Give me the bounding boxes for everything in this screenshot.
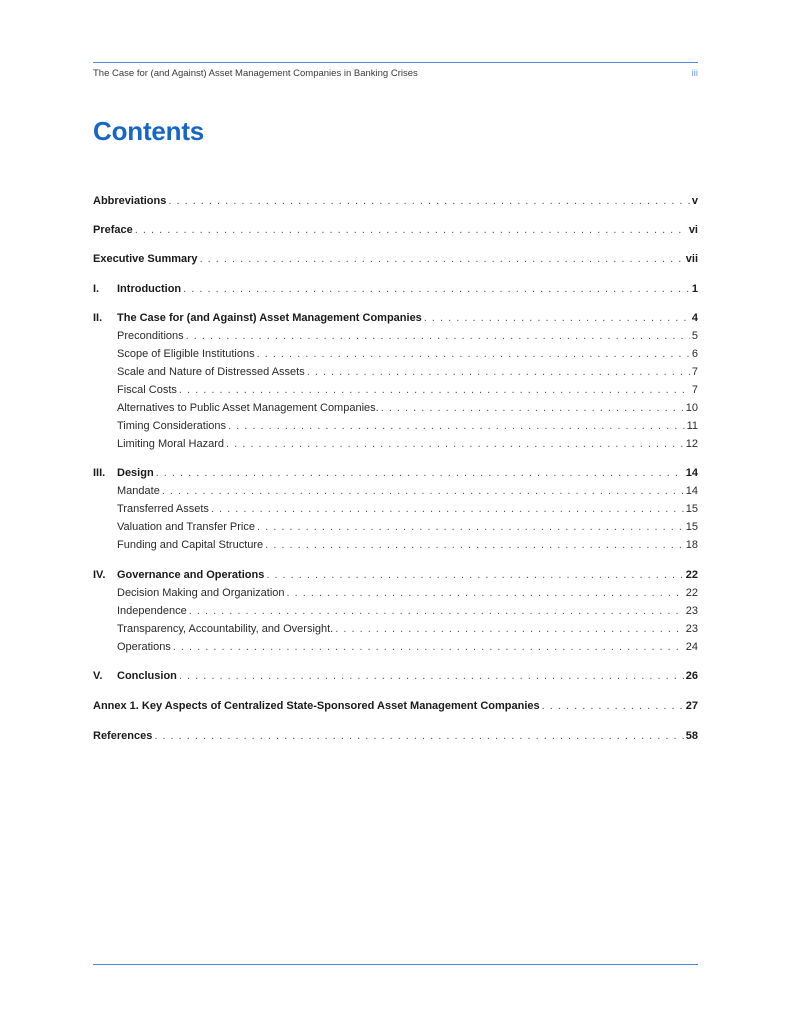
toc-entry-label: Timing Considerations xyxy=(117,420,227,432)
toc-entry-annex-1[interactable] xyxy=(93,698,698,714)
dot-leader xyxy=(189,603,684,619)
running-header-page-number: iii xyxy=(691,68,698,79)
dot-leader xyxy=(135,222,687,238)
toc-subentry-timing[interactable] xyxy=(117,418,698,434)
toc-entry-page: 18 xyxy=(685,539,698,551)
toc-subentry-funding[interactable] xyxy=(117,537,698,553)
toc-entry-label: Abbreviations xyxy=(93,195,167,207)
dot-leader xyxy=(168,193,690,209)
toc-entry-conclusion[interactable] xyxy=(93,668,698,684)
toc-entry-label: Decision Making and Organization xyxy=(117,587,285,599)
toc-entry-page: 27 xyxy=(685,700,698,712)
toc-entry-page: 15 xyxy=(685,521,698,533)
dot-leader xyxy=(424,310,690,326)
dot-leader xyxy=(200,251,684,267)
toc-entry-label: Executive Summary xyxy=(93,253,198,265)
toc-subentry-operations[interactable] xyxy=(117,639,698,655)
dot-leader xyxy=(287,585,684,601)
toc-entry-label: Transferred Assets xyxy=(117,503,209,515)
dot-leader xyxy=(265,537,684,553)
dot-leader xyxy=(226,436,684,452)
toc-subentry-scope[interactable] xyxy=(117,346,698,362)
toc-entry-number: II. xyxy=(93,312,103,324)
toc-entry-label: Funding and Capital Structure xyxy=(117,539,264,551)
toc-subentry-alternatives[interactable] xyxy=(117,400,698,416)
toc-entry-label: Valuation and Transfer Price xyxy=(117,521,255,533)
toc-entry-label: Design xyxy=(117,467,154,479)
toc-entry-page: 4 xyxy=(691,312,698,324)
toc-entry-page: vii xyxy=(685,253,698,265)
toc-entry-page: 15 xyxy=(685,503,698,515)
toc-entry-label: Independence xyxy=(117,605,187,617)
dot-leader xyxy=(266,567,683,583)
dot-leader xyxy=(257,519,684,535)
toc-subentry-valuation[interactable] xyxy=(117,519,698,535)
toc-subentry-preconditions[interactable] xyxy=(117,328,698,344)
toc-entry-page: 10 xyxy=(685,402,698,414)
toc-entry-references[interactable] xyxy=(93,728,698,744)
toc-entry-page: 14 xyxy=(685,485,698,497)
toc-entry-governance[interactable] xyxy=(93,567,698,583)
dot-leader xyxy=(211,501,684,517)
toc-entry-label: References xyxy=(93,730,153,742)
toc-subentry-moral-hazard[interactable] xyxy=(117,436,698,452)
toc-entry-label: Transparency, Accountability, and Oversight. xyxy=(117,623,334,635)
dot-leader xyxy=(381,400,684,416)
toc-subentry-transparency[interactable] xyxy=(117,621,698,637)
header-rule xyxy=(93,62,698,63)
toc-entry-label: Preconditions xyxy=(117,330,184,342)
toc-entry-number: V. xyxy=(93,670,103,682)
dot-leader xyxy=(154,728,683,744)
toc-entry-page: vi xyxy=(688,224,698,236)
dot-leader xyxy=(186,328,690,344)
toc-entry-preface[interactable] xyxy=(93,222,698,238)
toc-entry-page: 7 xyxy=(691,366,698,378)
dot-leader xyxy=(307,364,690,380)
toc-subentry-transferred-assets[interactable] xyxy=(117,501,698,517)
toc-entry-label: Conclusion xyxy=(117,670,177,682)
toc-entry-page: 23 xyxy=(685,605,698,617)
toc-entry-label: Mandate xyxy=(117,485,160,497)
toc-entry-label: Governance and Operations xyxy=(117,569,265,581)
toc-entry-label: The Case for (and Against) Asset Management Companies xyxy=(117,312,422,324)
dot-leader xyxy=(162,483,684,499)
toc-entry-label: Fiscal Costs xyxy=(117,384,177,396)
toc-entry-label: Scope of Eligible Institutions xyxy=(117,348,255,360)
toc-entry-page: 26 xyxy=(685,670,698,682)
toc-entry-abbreviations[interactable] xyxy=(93,193,698,209)
toc-entry-number: III. xyxy=(93,467,106,479)
running-header xyxy=(93,68,698,82)
toc-entry-design[interactable] xyxy=(93,465,698,481)
toc-entry-label: Alternatives to Public Asset Management Companies. xyxy=(117,402,379,414)
dot-leader xyxy=(335,621,684,637)
toc-subentry-decision-making[interactable] xyxy=(117,585,698,601)
toc-entry-page: 6 xyxy=(691,348,698,360)
dot-leader xyxy=(173,639,684,655)
toc-entry-label: Limiting Moral Hazard xyxy=(117,438,224,450)
dot-leader xyxy=(228,418,685,434)
toc-entry-page: 5 xyxy=(691,330,698,342)
toc-entry-page: 22 xyxy=(685,587,698,599)
toc-entry-introduction[interactable] xyxy=(93,281,698,297)
footer-rule xyxy=(93,964,698,965)
page-title: Contents xyxy=(93,116,205,146)
toc-subentry-scale[interactable] xyxy=(117,364,698,380)
dot-leader xyxy=(179,668,684,684)
toc-subentry-mandate[interactable] xyxy=(117,483,698,499)
toc-entry-page: 7 xyxy=(691,384,698,396)
toc-entry-page: 22 xyxy=(685,569,698,581)
toc-entry-label: Introduction xyxy=(117,283,182,295)
dot-leader xyxy=(183,281,690,297)
toc-entry-number: I. xyxy=(93,283,100,295)
dot-leader xyxy=(179,382,690,398)
toc-entry-case-for-against[interactable] xyxy=(93,310,698,326)
toc-entry-page: 23 xyxy=(685,623,698,635)
dot-leader xyxy=(156,465,684,481)
toc-entry-page: 1 xyxy=(691,283,698,295)
toc-subentry-fiscal-costs[interactable] xyxy=(117,382,698,398)
toc-entry-label: Preface xyxy=(93,224,133,236)
toc-entry-page: 11 xyxy=(686,420,698,432)
toc-entry-page: 24 xyxy=(685,641,698,653)
toc-entry-label: Operations xyxy=(117,641,171,653)
toc-entry-number: IV. xyxy=(93,569,106,581)
running-header-title: The Case for (and Against) Asset Management Companies in Banking Crises xyxy=(93,68,418,79)
toc-entry-label: Scale and Nature of Distressed Assets xyxy=(117,366,305,378)
toc-entry-label: Annex 1. Key Aspects of Centralized State-Sponsored Asset Management Companies xyxy=(93,700,540,712)
dot-leader xyxy=(257,346,690,362)
toc-entry-page: 58 xyxy=(685,730,698,742)
toc-entry-executive-summary[interactable] xyxy=(93,251,698,267)
toc-entry-page: v xyxy=(691,195,698,207)
dot-leader xyxy=(542,698,684,714)
toc-subentry-independence[interactable] xyxy=(117,603,698,619)
toc-entry-page: 14 xyxy=(685,467,698,479)
toc-entry-page: 12 xyxy=(685,438,698,450)
